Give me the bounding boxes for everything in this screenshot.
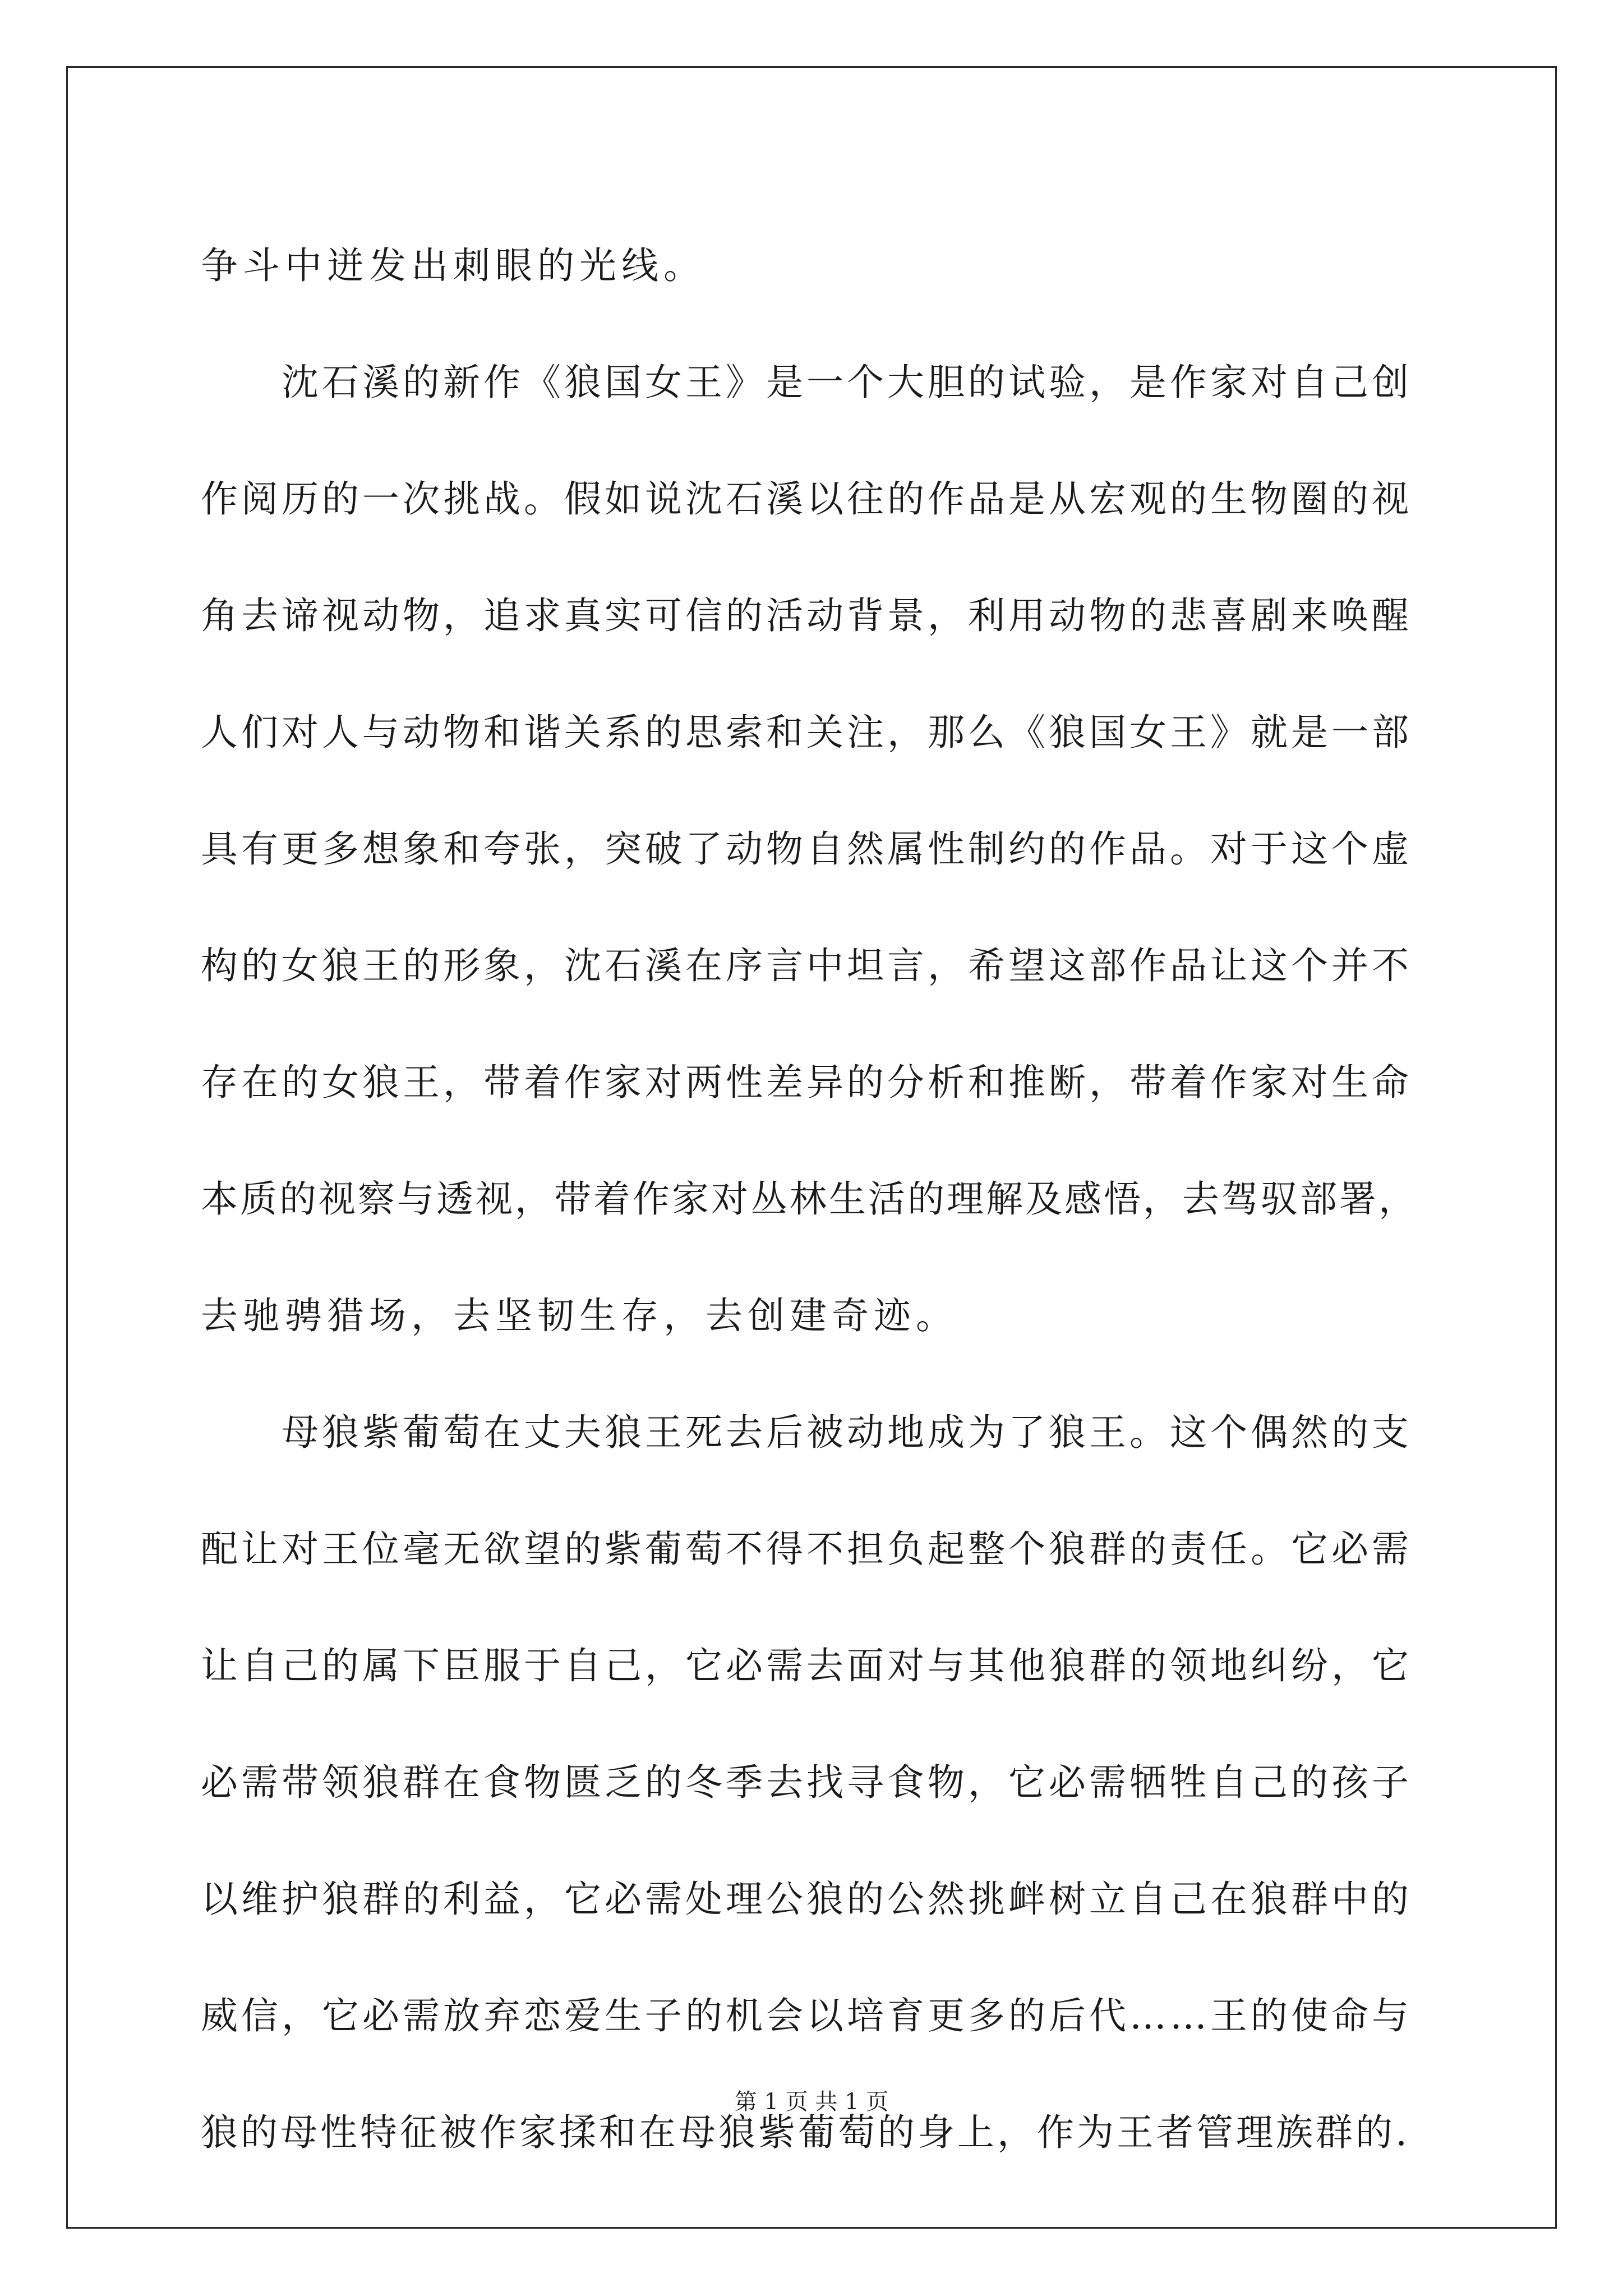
text-line: 狼的母性特征被作家揉和在母狼紫葡萄的身上，作为王者管理族群的. [201,2111,1410,2154]
text-line: 必需带领狼群在食物匮乏的冬季去找寻食物，它必需牺牲自己的孩子 [201,1761,1412,1804]
text-line: 让自己的属下臣服于自己，它必需去面对与其他狼群的领地纠纷，它 [201,1644,1412,1687]
document-body [201,208,1423,2191]
text-line: 威信，它必需放弃恋爱生子的机会以培育更多的后代……王的使命与 [201,1994,1412,2037]
text-line: 配让对王位毫无欲望的紫葡萄不得不担负起整个狼群的责任。它必需 [201,1527,1412,1571]
text-line: 作阅历的一次挑战。假如说沈石溪以往的作品是从宏观的生物圈的视 [201,477,1412,521]
text-line: 构的女狼王的形象，沈石溪在序言中坦言，希望这部作品让这个并不 [201,944,1412,987]
text-line: 争斗中迸发出刺眼的光线。 [201,244,706,287]
text-line: 沈石溪的新作《狼国女王》是一个大胆的试验，是作家对自己创 [282,361,1412,404]
text-line: 具有更多想象和夸张，突破了动物自然属性制约的作品。对于这个虚 [201,827,1412,871]
text-line: 去驰骋猎场，去坚韧生存，去创建奇迹。 [201,1294,958,1337]
text-line: 以维护狼群的利益，它必需处理公狼的公然挑衅树立自己在狼群中的 [201,1878,1412,1921]
text-line: 本质的视察与透视，带着作家对丛林生活的理解及感悟，去驾驭部署， [201,1177,1418,1221]
text-line: 人们对人与动物和谐关系的思索和关注，那么《狼国女王》就是一部 [201,711,1412,754]
page-number-footer: 第 1 页 共 1 页 [734,2089,889,2115]
text-line: 角去谛视动物，追求真实可信的活动背景，利用动物的悲喜剧来唤醒 [201,594,1412,637]
text-line: 存在的女狼王，带着作家对两性差异的分析和推断，带着作家对生命 [201,1061,1412,1104]
text-line: 母狼紫葡萄在丈夫狼王死去后被动地成为了狼王。这个偶然的支 [282,1411,1412,1454]
